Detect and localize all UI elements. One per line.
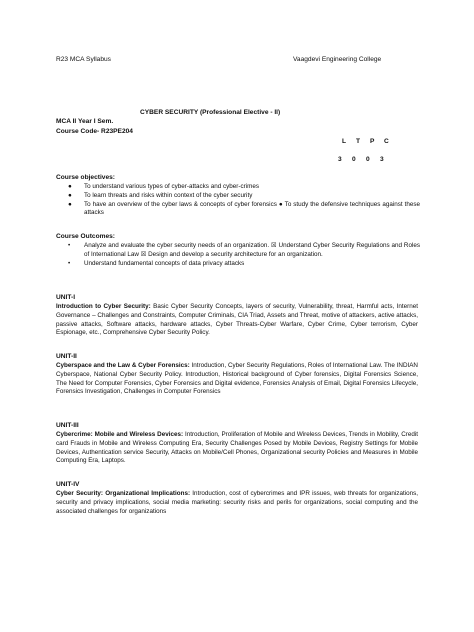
outcomes-list [56, 242, 420, 268]
list-item [56, 260, 420, 269]
unit-3-body: Introduction, Proliferation of Mobile and Wireless Devices, Trends in Mobility, Credit card Frauds in Mobile and Wireless Computing Era, Security Challenges Posed by Mobile Devices, Registry Settings for Mobile Devices, Authentication service Security, Attacks on Mobile/Cell Phones, Organizational security Policies and Measures in Mobile Computing Era, Laptops. [56, 431, 418, 465]
ltpc-label-p: P [370, 138, 375, 145]
ltpc-values [338, 155, 394, 164]
list-item [56, 242, 420, 260]
bullet-icon: • [68, 242, 71, 249]
ltpc-label-t: T [356, 138, 361, 145]
unit-1-content [56, 303, 418, 338]
unit-2-title: Cyberspace and the Law & Cyber Forensics: [56, 362, 190, 369]
unit-1-body: Basic Cyber Security Concepts, layers of security, Vulnerability, threat, Harmful acts, Internet Governance – Challenges and Constraints, Computer Criminals, CIA Triad, Assets and Threat, motive of attackers, active attacks, passive attacks, Software attacks, hardware attacks, Cyber Threats-Cyber Warfare, Cyber Crime, Cyber terrorism, Cyber Espionage, etc., Comprehensive Cyber Security Policy. [56, 303, 418, 337]
header-left: R23 MCA Syllabus [56, 56, 111, 63]
outcome-text: Understand fundamental concepts of data privacy attacks [84, 259, 245, 267]
unit-2-content [56, 362, 418, 397]
unit-1-title: Introduction to Cyber Security: [56, 303, 151, 310]
outcomes-heading: Course Outcomes: [56, 233, 115, 240]
unit-4-title: Cyber Security: Organizational Implications: [56, 490, 191, 497]
ltpc-value-c: 3 [380, 156, 384, 163]
objectives-list [56, 183, 420, 218]
bullet-icon: • [68, 259, 71, 267]
bullet-icon: ● [68, 191, 72, 199]
bullet-icon: ● [68, 183, 72, 190]
ltpc-labels [342, 137, 398, 146]
objective-text: To understand various types of cyber-attacks and cyber-crimes [84, 183, 259, 190]
unit-2-heading: UNIT-II [56, 353, 77, 360]
course-title: CYBER SECURITY (Professional Elective - II) [140, 109, 281, 116]
outcome-text: Analyze and evaluate the cyber security needs of an organization. ☒ Understand Cyber Security Regulations and Roles of International Law ☒ Design and develop a security architecture for an organization. [84, 242, 420, 258]
unit-3-content [56, 431, 418, 466]
unit-3-heading: UNIT-III [56, 422, 79, 429]
objective-text: To have an overview of the cyber laws & concepts of cyber forensics ● To study the defensive techniques against these attacks [84, 200, 420, 217]
ltpc-value-t: 0 [352, 156, 356, 163]
unit-4-content [56, 490, 418, 516]
ltpc-value-p: 0 [366, 156, 370, 163]
ltpc-value-l: 3 [338, 156, 342, 163]
unit-1-heading: UNIT-I [56, 294, 76, 301]
list-item [56, 201, 420, 219]
unit-4-body: Introduction, cost of cybercrimes and IPR issues, web threats for organizations, security and privacy implications, social media marketing: security risks and perils for organizations, social computing and the associated challenges for organizations [56, 490, 418, 515]
objectives-heading: Course objectives: [56, 174, 115, 181]
course-year: MCA II Year I Sem. [56, 118, 114, 125]
ltpc-label-l: L [342, 138, 347, 145]
bullet-icon: ● [68, 200, 72, 208]
ltpc-label-c: C [384, 138, 389, 145]
unit-3-title: Cybercrime: Mobile and Wireless Devices: [56, 431, 184, 438]
course-code: Course Code- R23PE204 [56, 128, 133, 135]
header-right: Vaagdevi Engineering College [293, 56, 382, 63]
unit-2-body: Introduction, Cyber Security Regulations, Roles of International Law. The INDIAN Cyberspace, National Cyber Security Policy. Introduction, Historical background of Cyber forensics, Digital Forensics Science, The Need for Computer Forensics, Cyber Forensics and Digital evidence, Forensics Analysis of Email, Digital Forensics Lifecycle, Forensics Investigation, Challenges in Computer Forensics [56, 362, 418, 396]
list-item [56, 192, 420, 201]
unit-4-heading: UNIT-IV [56, 481, 80, 488]
objective-text: To learn threats and risks within context of the cyber security [84, 191, 253, 199]
list-item [56, 183, 420, 192]
